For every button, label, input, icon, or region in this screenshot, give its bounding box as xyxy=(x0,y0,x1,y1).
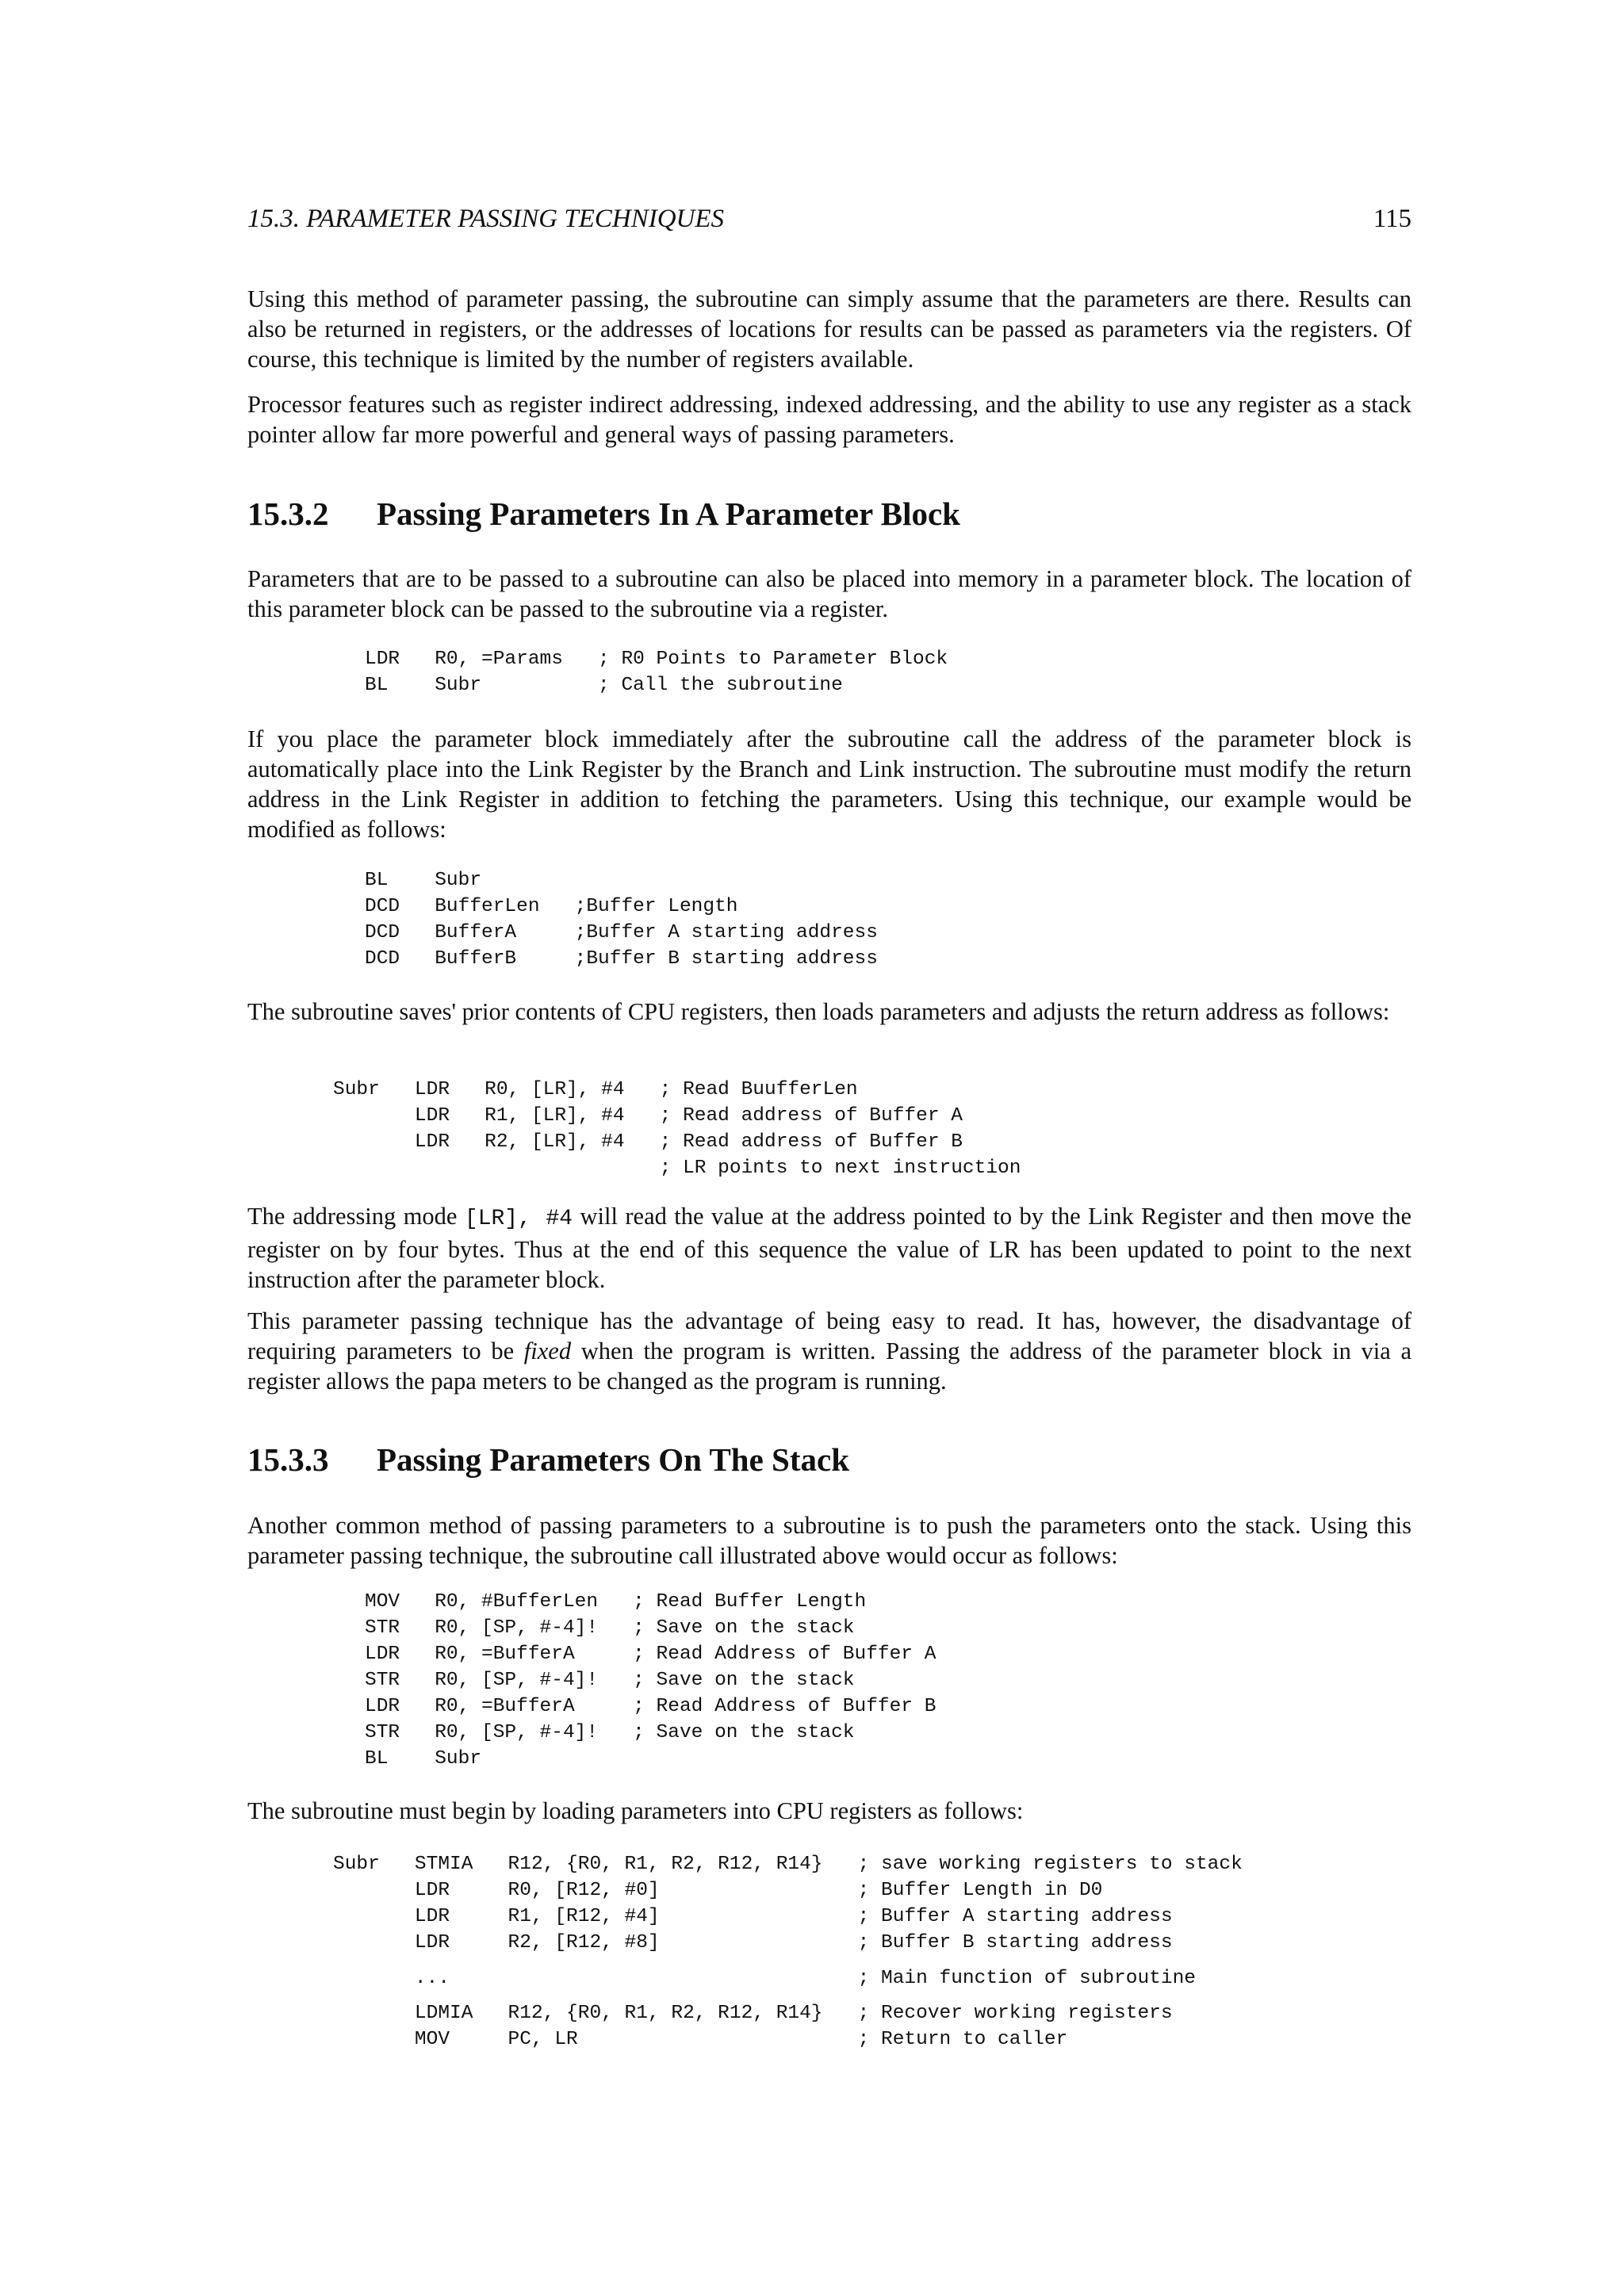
section-heading-15-3-2 xyxy=(247,494,960,534)
section-heading-15-3-3 xyxy=(247,1440,849,1479)
section-15-3-2-paragraph-1: Parameters that are to be passed to a subroutine can also be placed into memory in a parameter block. The location of this parameter block can be passed to the subroutine via a register. xyxy=(247,565,1411,622)
running-header-title: 15.3. PARAMETER PASSING TECHNIQUES xyxy=(247,205,725,233)
section-15-3-2-paragraph-3: The subroutine saves' prior contents of CPU registers, then loads parameters and adjusts the return address as follows: xyxy=(247,998,1390,1025)
code-block-subr-stack-load: Subr STMIA R12, {R0, R1, R2, R12, R14} ; save working registers to stack LDR R0, [R12, #0] ; Buffer Length in D0 LDR R1, [R12, #4] ; Buffer A starting address LDR R2, [R12, #8] ; Buffer B starting address xyxy=(333,1854,1243,1954)
inline-code: [LR], #4 xyxy=(464,1207,573,1231)
paragraph-text: will read the value at the address pointed to by the Link Register and then move the register on by four bytes. Thus at the end of this sequence the value of LR has been updated to point to the next instruction after the parameter block. xyxy=(247,1203,1411,1293)
paragraph-text: This parameter passing technique has the advantage of being easy to read. It has, however, the disadvantage of requiring parameters to be xyxy=(247,1307,1411,1364)
section-15-3-2-paragraph-5 xyxy=(247,1306,1411,1396)
code-block-subr-load-lr: Subr LDR R0, [LR], #4 ; Read BuufferLen LDR R1, [LR], #4 ; Read address of Buffer A LDR R2, [LR], #4 ; Read address of Buffer B ; LR points to next instruction xyxy=(333,1079,1021,1179)
paragraph-text: when the program is written. Passing the address of the parameter block in via a register allows the papa meters to be changed as the program is running. xyxy=(247,1337,1411,1395)
section-title: Passing Parameters In A Parameter Block xyxy=(377,496,960,532)
code-block-stack-push: MOV R0, #BufferLen ; Read Buffer Length STR R0, [SP, #-4]! ; Save on the stack LDR R0, =BufferA ; Read Address of Buffer A STR R0, [SP, #-4]! ; Save on the stack LDR R0, =BufferA ; Read Address of Buffer B STR R0, [SP, #-4]! ; Save on the stack BL Subr xyxy=(365,1591,936,1770)
section-15-3-2-paragraph-2: If you place the parameter block immediately after the subroutine call the address of the parameter block is automatically place into the Link Register by the Branch and Link instruction. The subroutine must modify the return address in the Link Register in addition to fetching the parameters. Using this technique, our example would be modified as follows: xyxy=(247,725,1411,843)
section-15-3-2-paragraph-4 xyxy=(247,1201,1411,1295)
intro-paragraph-2: Processor features such as register indirect addressing, indexed addressing, and the ability to use any register as a stack pointer allow far more powerful and general ways of passing parameters. xyxy=(247,391,1411,448)
code-block-subr-main: ... ; Main function of subroutine xyxy=(333,1968,1196,1989)
section-number: 15.3.3 xyxy=(247,1441,329,1478)
section-number: 15.3.2 xyxy=(247,496,329,532)
running-header xyxy=(247,203,1411,235)
emphasis-text: fixed xyxy=(523,1337,572,1364)
page-number: 115 xyxy=(1373,205,1411,233)
section-title: Passing Parameters On The Stack xyxy=(377,1441,850,1478)
code-block-inline-params: BL Subr DCD BufferLen ;Buffer Length DCD BufferA ;Buffer A starting address DCD BufferB ;Buffer B starting address xyxy=(365,870,878,970)
paragraph-text: The addressing mode xyxy=(247,1203,465,1230)
intro-paragraph-1: Using this method of parameter passing, the subroutine can simply assume that the parameters are there. Results can also be returned in registers, or the addresses of locations for results can be passed as parameters via the registers. Of course, this technique is limited by the number of registers available. xyxy=(247,285,1411,373)
code-block-params-call: LDR R0, =Params ; R0 Points to Parameter Block BL Subr ; Call the subroutine xyxy=(365,649,948,696)
section-15-3-3-paragraph-2: The subroutine must begin by loading parameters into CPU registers as follows: xyxy=(247,1797,1024,1824)
code-block-subr-return: LDMIA R12, {R0, R1, R2, R12, R14} ; Recover working registers MOV PC, LR ; Return to caller xyxy=(414,2003,1173,2050)
section-15-3-3-paragraph-1: Another common method of passing parameters to a subroutine is to push the parameters onto the stack. Using this parameter passing technique, the subroutine call illustrated above would occur as follows: xyxy=(247,1512,1411,1569)
